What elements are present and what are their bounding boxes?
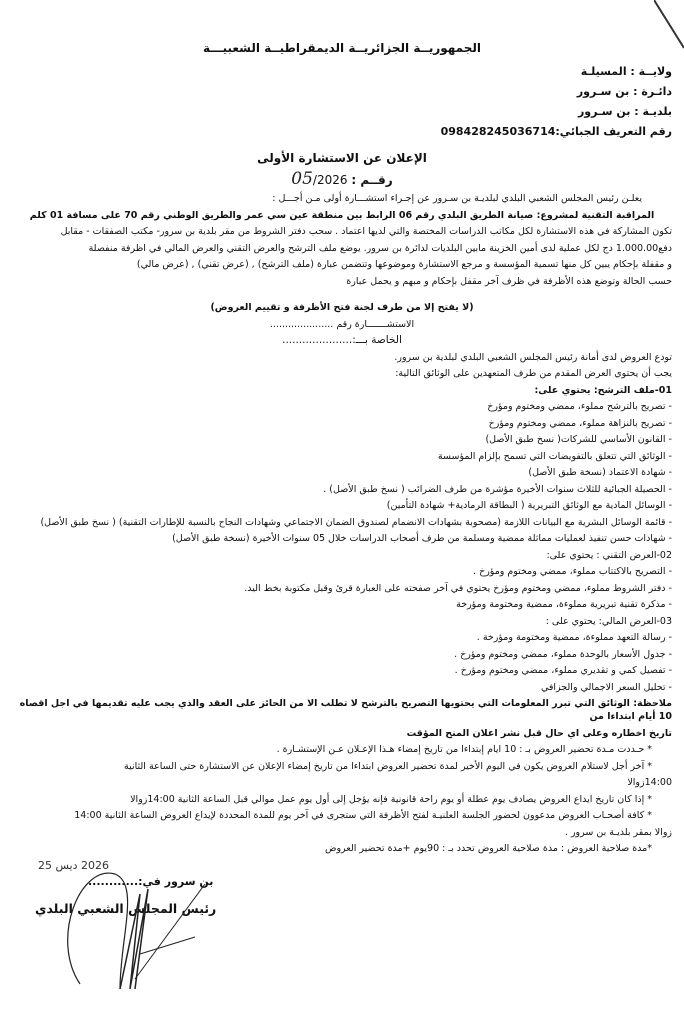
list-item: - الوسائل المادية مع الوثائق التبريرية ( البطاقة الرمادية+ شهادة التأمين) [386, 500, 672, 511]
bullet-line: * حـددت مـدة تحضير العروض بـ : 10 ايام إبتداءا من تاريخ إمضاء هـذا الإعـلان عـن الإستشـارة . [276, 744, 652, 755]
project-title: المراقبة التقنية لمشروع: صيانة الطريق البلدي رقم 06 الرابط بين منطقة عين سي عمر والطريق الوطني رقم 70 على مسافة 01 كلم [29, 209, 655, 221]
signature-place-date: بن سرور في:............ [88, 875, 214, 888]
section-title: 01-ملف الترشح: يحتوي على: [534, 384, 672, 396]
section-title: 03-العرض المالي: يحتوي على : [545, 615, 672, 627]
deposit-text: تودع العروض لدى أمانة رئيس المجلس الشعبي البلدي لبلدية بن سرور. [394, 351, 672, 363]
list-item: - تفصيل كمي و تقديري مملوء، ممضي ومختوم ومؤرخ . [454, 665, 672, 676]
list-item: - القانون الأساسي للشركات( نسخ طبق الأصل) [485, 434, 672, 445]
must-contain-text: يجب أن يحتوي العرض المقدم من طرف المتعهدين على الوثائق التالية: [395, 368, 672, 379]
do-not-open-notice: (لا يفتح إلا من طرف لجنة فتح الأظرفة و تقييم العروض) [210, 302, 474, 313]
stamp-date: 2026 دیس 25 [38, 859, 109, 872]
announcement-number [12, 170, 672, 189]
tax-id: رقم التعريف الجبائي:098428245036714 [440, 125, 672, 138]
handwritten-signature [20, 859, 220, 989]
number-year: /2026 [312, 172, 348, 187]
bullet-line: زوالا بمقر بلديـة بن سرور . [564, 826, 672, 838]
signature-block [12, 859, 672, 989]
wilaya: ولايــة : المسيلـة [580, 65, 672, 78]
intro: يعلـن رئيس المجلس الشعبي البلدي لبلديـة بن سـرور عن إجـراء استشـــارة أولى مـن أجـــل : [272, 193, 642, 204]
note-line: ملاحظة: الوثائق التي تبرر المعلومات التي يحتويها التصريح بالترشح لا تطلب الا من الحائز على العقد والذي يجب عليه تقديمها في اجل اقصاه 10 أيام ابتداءا من [19, 698, 672, 722]
paragraph-line: و مقفلة بإحكام يبين كل منها تسمية المؤسسة و مرجع الاستشارة وموضوعها وتتضمن عبارة (ملف الترشح) , (عرض تقني) , (عرض مالي) [136, 259, 672, 270]
list-item: - تصريح بالنزاهة مملوء، ممضي ومختوم ومؤرخ [488, 417, 672, 429]
number-label: رقــم : [351, 172, 393, 187]
baladiya: بلديـة : بن سـرور [577, 105, 672, 118]
consultation-number: الاستشـــــــارة رقم ..................... [269, 318, 415, 330]
scan-corner-mark [654, 0, 684, 50]
bullet-line: *مدة صلاحية العروض : مدة صلاحية العروض تحدد بـ : 90يوم +مدة تحضير العروض [324, 843, 652, 854]
announcement-title: الإعلان عن الاستشارة الأولى [257, 151, 427, 165]
list-item: - شهادات حسن تنفيذ لعمليات مماثلة ممضية ومسلمة من طرف أصحاب الدراسات خلال 05 سنوات الأخيرة (نسخة طبق الأصل) [172, 533, 672, 544]
section-title: 02-العرض التقني : يحتوي على: [546, 549, 672, 561]
list-item: - تحليل السعر الاجمالي والجزافي [540, 681, 672, 693]
bullet-line: * كافة أصحـاب العروض مدعوون لحضور الجلسة العلنيـة لفتح الأظرفة التي ستجرى في آخر يوم للمدة المحددة لإيداع العروض الساعة الثانية 14:00 [74, 810, 652, 821]
bullet-line: * آخر أجل لاستلام العروض يكون في اليوم الأخير لمدة تحضير العروض ابتداءا من تاريخ إمضاء الإعلان عن الاستشارة حتى الساعة الثانية [124, 760, 652, 772]
paragraph-line: حسب الحالة وتوضع هذه الأظرفة في ظرف آخر مقفل بإحكام و مبهم و يحمل عبارة [346, 275, 672, 287]
list-item: - قائمة الوسائل البشرية مع البيانات اللازمة (مصحوبة بشهادات الانضمام لصندوق الضمان الاجتماعي وشهادات النجاح بالنسبة للإطارات التقنية) ( نسخ طبق الأصل) [40, 516, 672, 528]
note-line: تاريخ اخطاره وعلى اي حال قبل نشر اعلان المنح المؤقت [406, 727, 672, 739]
regarding: الخاصة بـــ:..................... [282, 334, 402, 346]
paragraph-line: تكون المشاركة في هذه الاستشارة لكل مكاتب الدراسات المختصة والتي لديها اعتماد . سحب دفتر الشروط من مقر بلدية بن سرور- مكتب الصفقات - مقابل [60, 226, 672, 237]
bullet-line: * إذا كان تاريخ ايداع العروض يصادف يوم عطلة أو يوم راحة قانونية فإنه يؤجل إلى أول يوم عمل موالي قبل الساعة الثانية 14:00زوالا [130, 793, 652, 805]
list-item: - مذكرة تقنية تبريرية مملوءة، ممضية ومختومة ومؤرخة [456, 599, 672, 610]
list-item: - الحصيلة الجبائية للثلاث سنوات الأخيرة مؤشرة من طرف الضرائب ( نسخ طبق الأصل) . [323, 483, 672, 495]
list-item: - دفتر الشروط مملوء، ممضي ومختوم ومؤرخ يحتوي في آخر صفحته على العبارة قرئ وقبل مكتوبة بخط اليد. [244, 582, 672, 594]
republic-header: الجمهوريــة الجزائريــة الديمقراطيــة الشعبيـــة [203, 41, 481, 55]
list-item: - التصريح بالاكتتاب مملوء، ممضي ومختوم ومؤرخ . [473, 566, 672, 577]
list-item: - شهادة الاعتماد (نسخة طبق الأصل) [528, 467, 672, 478]
list-item: - تصريح بالترشح مملوء، ممضي ومختوم ومؤرخ [487, 401, 672, 412]
bullet-line: 14:00زوالا [627, 777, 672, 788]
signatory-title: رئيس المجلس الشعبي البلدي [35, 901, 217, 916]
number-handwritten: 05 [291, 168, 313, 189]
list-item: - جدول الأسعار بالوحدة مملوء، ممضي ومختوم ومؤرخ . [454, 648, 672, 660]
list-item: - الوثائق التي تتعلق بالتفويضات التي تسمح بإلزام المؤسسة [437, 450, 672, 462]
paragraph-line: دفع1.000.00 دج لكل عملية لدى أمين الخزينة مابين البلديات لدائرة بن سرور. يوضع ملف الترشح والعرض التقني والعرض المالي في اظرفة منفصلة [88, 242, 672, 254]
daira: دائـرة : بن سـرور [576, 85, 672, 98]
list-item: - رسالة التعهد مملوءة، ممضية ومختومة ومؤرخة . [476, 632, 672, 643]
